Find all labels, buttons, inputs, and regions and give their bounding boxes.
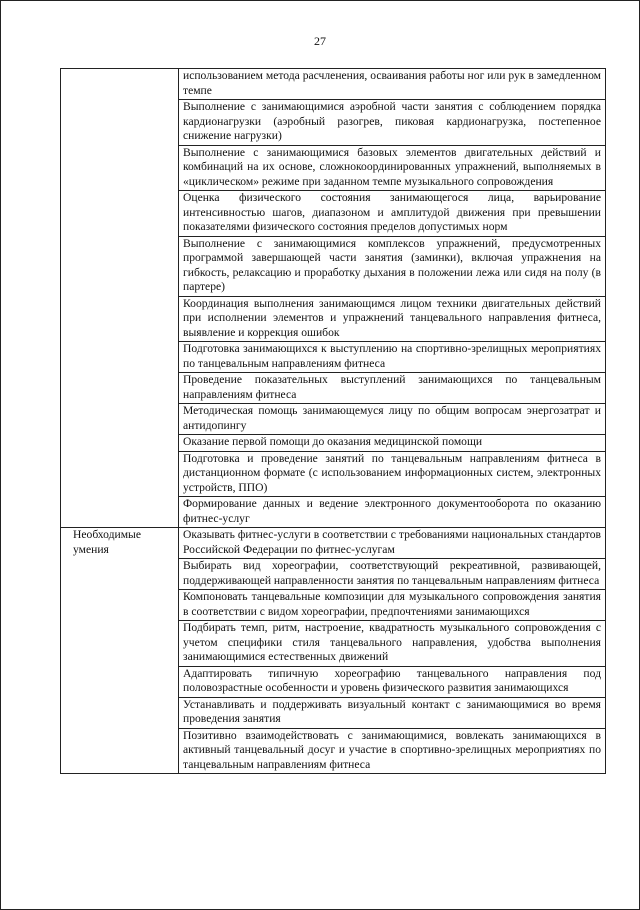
- row-text: Оценка физического состояния занимающегося лица, варьирование интенсивностью шагов, диапазоном и амплитудой движения при превышении показателями физического состояния пределов допустимых норм: [179, 191, 606, 237]
- row-text: Оказание первой помощи до оказания медицинской помощи: [179, 435, 606, 452]
- row-text: Подготовка и проведение занятий по танцевальным направлениям фитнеса в дистанционном формате (с использованием информационных систем, электронных устройств, ППО): [179, 451, 606, 497]
- row-text: Выполнение с занимающимися аэробной части занятия с соблюдением порядка кардионагрузки (аэробный разогрев, пиковая кардионагрузка, постепенное снижение нагрузки): [179, 100, 606, 146]
- row-text: Адаптировать типичную хореографию танцевального направления под половозрастные особенности и уровень физического развития занимающихся: [179, 666, 606, 697]
- section-label: Необходимые умения: [61, 528, 179, 774]
- row-text: Подбирать темп, ритм, настроение, квадратность музыкального сопровождения с учетом специфики стиля танцевального направления, удобства выполнения занимающимися естественных движений: [179, 621, 606, 667]
- row-text: Координация выполнения занимающимся лицом техники двигательных действий при исполнении элементов и упражнений танцевального направления фитнеса, выявление и коррекция ошибок: [179, 296, 606, 342]
- row-text: Формирование данных и ведение электронного документооборота по оказанию фитнес-услуг: [179, 497, 606, 528]
- row-text: Оказывать фитнес-услуги в соответствии с требованиями национальных стандартов Российской Федерации по фитнес-услугам: [179, 528, 606, 559]
- row-text: Методическая помощь занимающемуся лицу по общим вопросам энергозатрат и антидопингу: [179, 404, 606, 435]
- requirements-table: [60, 68, 606, 774]
- section-label: [61, 69, 179, 528]
- row-text: Выбирать вид хореографии, соответствующий рекреативной, развивающей, поддерживающей направленности занятия по танцевальным направлениям фитнеса: [179, 559, 606, 590]
- row-text: Выполнение с занимающимися комплексов упражнений, предусмотренных программой завершающей части занятия (заминки), включая упражнения на гибкость, релаксацию и проработку дыхания в положении лежа или сидя на полу (в партере): [179, 236, 606, 296]
- row-text: Подготовка занимающихся к выступлению на спортивно-зрелищных мероприятиях по танцевальным направлениям фитнеса: [179, 342, 606, 373]
- row-text: Компоновать танцевальные композиции для музыкального сопровождения занятия в соответствии с видом хореографии, предпочтениями занимающихся: [179, 590, 606, 621]
- row-text: использованием метода расчленения, осваивания работы ног или рук в замедленном темпе: [179, 69, 606, 100]
- row-text: Устанавливать и поддерживать визуальный контакт с занимающимися во время проведения занятия: [179, 697, 606, 728]
- table-row: [61, 69, 606, 100]
- page-number: 27: [314, 34, 326, 48]
- row-text: Выполнение с занимающимися базовых элементов двигательных действий и комбинаций на их основе, сложнокоординированных упражнений, выполняемых в «циклическом» режиме при заданном темпе музыкального сопровождения: [179, 145, 606, 191]
- table-row: [61, 528, 606, 559]
- row-text: Проведение показательных выступлений занимающихся по танцевальным направлениям фитнеса: [179, 373, 606, 404]
- row-text: Позитивно взаимодействовать с занимающимися, вовлекать занимающихся в активный танцевальный досуг и участие в спортивно-зрелищных мероприятиях по танцевальным направлениям фитнеса: [179, 728, 606, 774]
